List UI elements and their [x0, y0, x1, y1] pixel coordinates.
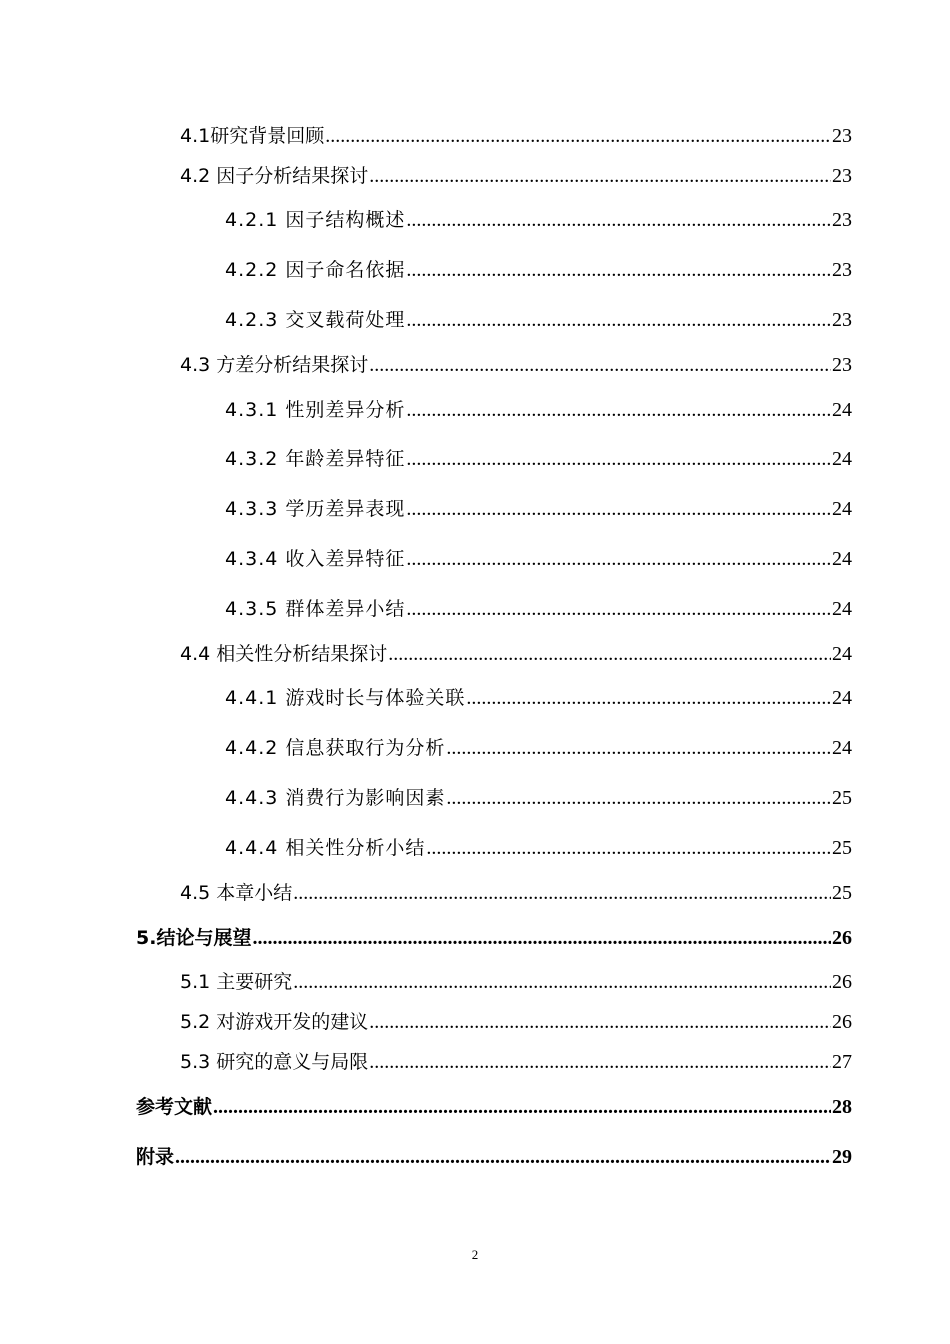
toc-entry-page: 24 [832, 598, 852, 620]
toc-entry-page: 26 [832, 1011, 852, 1033]
toc-dot-leader [446, 736, 831, 760]
toc-entry-title: 5.2 对游戏开发的建议 [180, 1011, 369, 1033]
toc-entry-page: 24 [832, 687, 852, 709]
toc-entry-page: 23 [832, 209, 852, 231]
toc-dot-leader [388, 642, 831, 666]
toc-dot-leader [406, 497, 831, 521]
toc-dot-leader [293, 881, 831, 905]
toc-entry-page: 24 [832, 399, 852, 421]
toc-entry-title: 5.1 主要研究 [180, 971, 293, 993]
toc-entry-page: 24 [832, 498, 852, 520]
toc-entry-5-2 [180, 1010, 852, 1034]
toc-entry-references [136, 1095, 852, 1119]
toc-entry-5-1 [180, 970, 852, 994]
toc-entry-page: 23 [832, 259, 852, 281]
toc-dot-leader [369, 1010, 831, 1034]
toc-entry-title: 4.4.2 信息获取行为分析 [225, 737, 446, 759]
toc-dot-leader [406, 308, 831, 332]
toc-entry-title: 4.3.5 群体差异小结 [225, 598, 406, 620]
toc-dot-leader [406, 258, 831, 282]
toc-entry-4-1 [180, 124, 852, 148]
toc-entry-title: 4.5 本章小结 [180, 882, 293, 904]
toc-entry-title: 参考文献 [136, 1096, 213, 1118]
toc-entry-title: 4.3 方差分析结果探讨 [180, 354, 369, 376]
toc-entry-4-4-3 [225, 786, 852, 810]
toc-entry-page: 27 [832, 1051, 852, 1073]
toc-entry-page: 26 [832, 971, 852, 993]
toc-entry-title: 4.3.2 年龄差异特征 [225, 448, 406, 470]
toc-entry-4-4-1 [225, 686, 852, 710]
toc-entry-4-2-3 [225, 308, 852, 332]
toc-entry-4-3-1 [225, 398, 852, 422]
toc-entry-page: 23 [832, 165, 852, 187]
toc-entry-page: 28 [832, 1096, 852, 1118]
toc-entry-page: 29 [832, 1146, 852, 1168]
toc-dot-leader [406, 447, 831, 471]
toc-entry-title: 4.4.3 消费行为影响因素 [225, 787, 446, 809]
toc-dot-leader [325, 124, 831, 148]
toc-entry-5 [136, 926, 852, 950]
toc-entry-4-2 [180, 164, 852, 188]
toc-entry-title: 附录 [136, 1146, 175, 1168]
toc-entry-title: 4.2.1 因子结构概述 [225, 209, 406, 231]
toc-entry-page: 25 [832, 882, 852, 904]
toc-entry-title: 4.2 因子分析结果探讨 [180, 165, 369, 187]
toc-dot-leader [175, 1145, 831, 1169]
toc-entry-5-3 [180, 1050, 852, 1074]
toc-entry-page: 23 [832, 309, 852, 331]
toc-entry-page: 24 [832, 737, 852, 759]
toc-entry-title: 5.3 研究的意义与局限 [180, 1051, 369, 1073]
toc-dot-leader [406, 398, 831, 422]
toc-entry-page: 23 [832, 125, 852, 147]
toc-entry-title: 4.3.4 收入差异特征 [225, 548, 406, 570]
toc-entry-4-3-4 [225, 547, 852, 571]
toc-entry-page: 25 [832, 837, 852, 859]
toc-dot-leader [406, 597, 831, 621]
toc-entry-4-3 [180, 353, 852, 377]
toc-entry-page: 24 [832, 448, 852, 470]
toc-entry-title: 4.2.2 因子命名依据 [225, 259, 406, 281]
toc-dot-leader [466, 686, 831, 710]
toc-dot-leader [369, 164, 831, 188]
toc-entry-page: 23 [832, 354, 852, 376]
page-number: 2 [471, 1247, 479, 1262]
toc-dot-leader [369, 1050, 831, 1074]
toc-entry-4-3-2 [225, 447, 852, 471]
toc-dot-leader [446, 786, 831, 810]
toc-entry-title: 4.1研究背景回顾 [180, 125, 325, 147]
toc-entry-4-4-4 [225, 836, 852, 860]
toc-dot-leader [213, 1095, 831, 1119]
toc-dot-leader [293, 970, 831, 994]
toc-dot-leader [369, 353, 831, 377]
toc-entry-4-4 [180, 642, 852, 666]
toc-entry-title: 4.2.3 交叉载荷处理 [225, 309, 406, 331]
toc-entry-title: 4.4.4 相关性分析小结 [225, 837, 426, 859]
toc-entry-page: 24 [832, 643, 852, 665]
toc-entry-page: 25 [832, 787, 852, 809]
toc-entry-title: 4.4 相关性分析结果探讨 [180, 643, 388, 665]
toc-entry-4-2-1 [225, 208, 852, 232]
toc-entry-4-4-2 [225, 736, 852, 760]
toc-entry-title: 4.3.1 性别差异分析 [225, 399, 406, 421]
toc-entry-page: 24 [832, 548, 852, 570]
toc-entry-4-2-2 [225, 258, 852, 282]
toc-entry-title: 5.结论与展望 [136, 927, 252, 949]
toc-dot-leader [406, 547, 831, 571]
toc-dot-leader [406, 208, 831, 232]
toc-entry-page: 26 [832, 927, 852, 949]
toc-entry-4-3-3 [225, 497, 852, 521]
toc-entry-appendix [136, 1145, 852, 1169]
toc-dot-leader [252, 926, 831, 950]
toc-dot-leader [426, 836, 831, 860]
toc-entry-4-5 [180, 881, 852, 905]
toc-entry-title: 4.4.1 游戏时长与体验关联 [225, 687, 466, 709]
toc-entry-4-3-5 [225, 597, 852, 621]
toc-entry-title: 4.3.3 学历差异表现 [225, 498, 406, 520]
